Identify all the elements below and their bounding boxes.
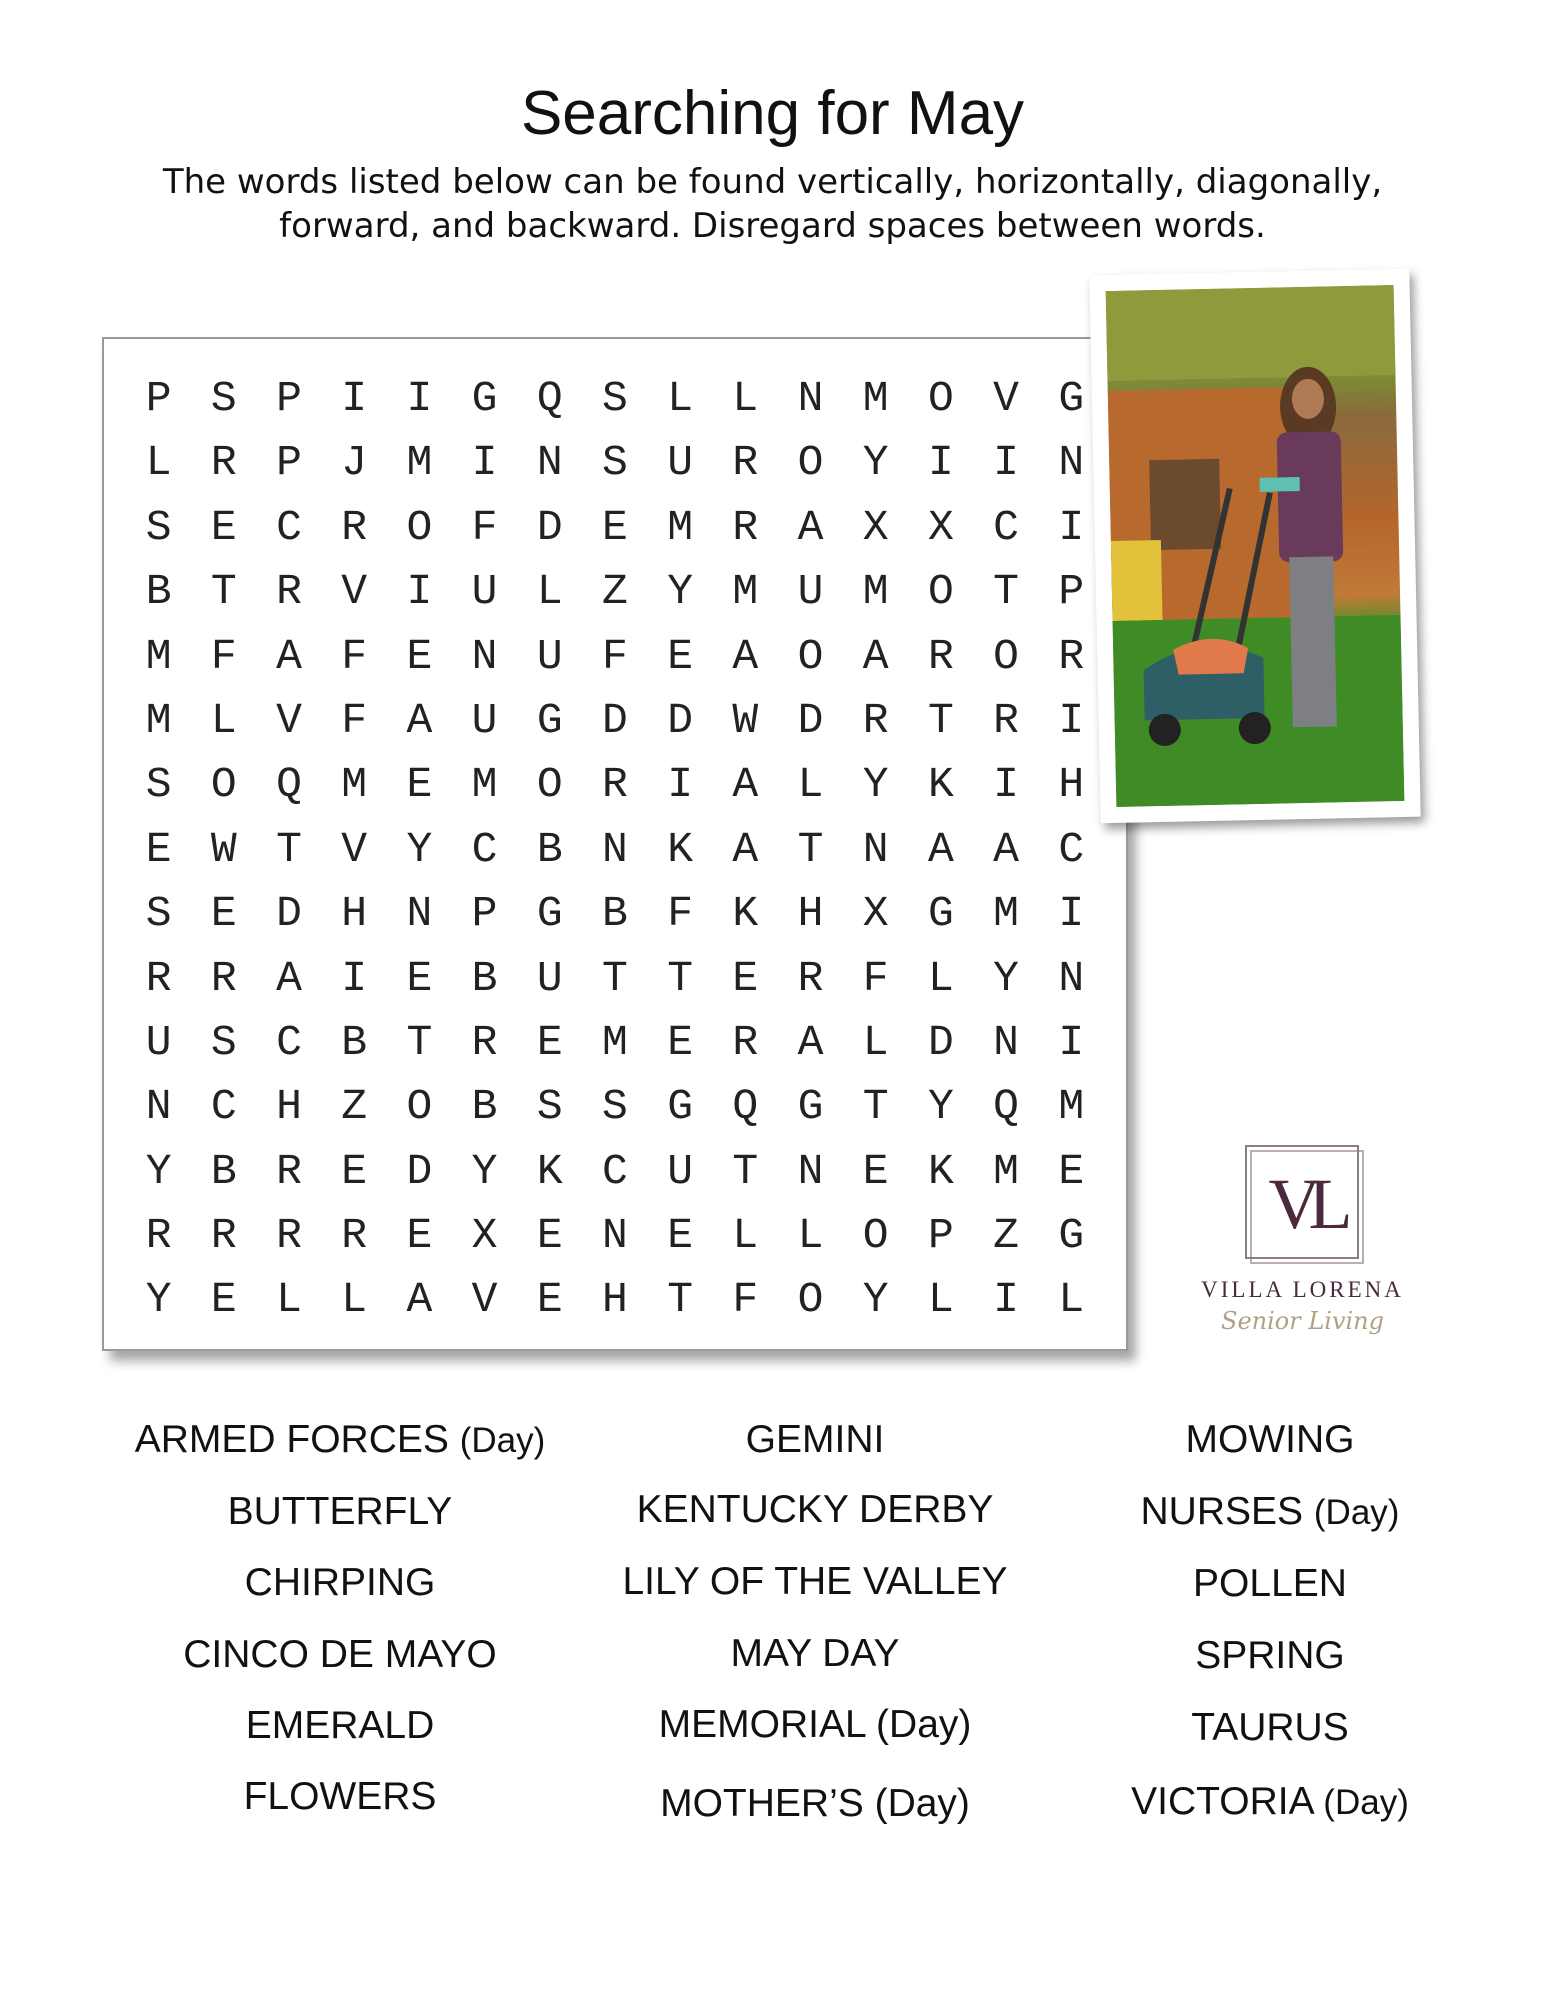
logo-emblem [1245,1145,1361,1261]
grid-letter: G [1058,374,1085,423]
grid-letter: I [341,374,368,423]
word-butterfly: BUTTERFLY [227,1490,453,1533]
grid-letter: M [993,889,1019,939]
grid-letter: U [667,438,693,488]
grid-letter: L [536,567,563,617]
grid-letter: P [1058,567,1085,617]
grid-letter: I [406,374,433,423]
grid-letter: B [536,824,563,874]
grid-letter: U [471,567,498,617]
grid-letter: D [927,1017,954,1067]
grid-letter: T [732,1146,759,1196]
grid-letter: I [341,953,368,1003]
grid-letter: S [602,374,628,423]
grid-letter: T [797,824,824,874]
grid-letter: E [406,760,433,810]
grid-letter: L [667,374,693,423]
grid-letter: R [145,1211,172,1261]
grid-letter: S [145,502,172,552]
grid-letter: N [602,824,628,874]
grid-letter: M [1058,1082,1085,1132]
grid-letter: M [732,567,759,617]
grid-letter: Y [145,1275,172,1325]
grid-letter: Y [406,824,433,874]
grid-letter: T [927,695,954,745]
grid-letter: H [1058,760,1085,810]
grid-letter: L [927,1275,954,1325]
grid-letter: R [1058,631,1085,681]
grid-letter: R [471,1017,498,1067]
grid-letter: F [732,1275,759,1325]
grid-letter: D [667,695,693,745]
grid-letter: R [341,1211,368,1261]
grid-letter: L [732,374,759,423]
grid-letter: A [732,631,759,681]
grid-letter: N [1058,438,1085,488]
grid-letter: T [276,824,302,874]
grid-letter: E [210,502,237,552]
grid-letter: K [927,1146,954,1196]
grid-letter: V [341,824,368,874]
grid-letter: F [602,631,628,681]
grid-letter: P [276,438,302,488]
grid-letter: E [1058,1146,1085,1196]
grid-letter: M [667,502,693,552]
grid-letter: L [1058,1275,1085,1325]
grid-letter: O [797,438,824,488]
grid-letter: K [927,760,954,810]
grid-letter: L [341,1275,368,1325]
grid-letter: G [536,889,563,939]
grid-letter: R [862,695,889,745]
grid-letter: V [993,374,1019,423]
word-lily-of-the-valley: LILY OF THE VALLEY [622,1560,1008,1603]
grid-letter: Y [862,438,889,488]
grid-letter: M [471,760,498,810]
grid-letter: I [1058,502,1085,552]
grid-letter: I [667,760,693,810]
grid-letter: K [732,889,759,939]
grid-letter: Y [993,953,1019,1003]
logo-monogram: VL [1268,1164,1341,1244]
grid-letter: G [536,695,563,745]
grid-letter: S [145,760,172,810]
grid-letter: U [536,631,563,681]
grid-letter: N [862,824,889,874]
logo-name: VILLA LORENA [1201,1277,1404,1302]
grid-letter: N [797,1146,824,1196]
grid-letter: A [406,1275,433,1325]
grid-letter: N [471,631,498,681]
grid-letter: R [276,1146,302,1196]
photo-frame [1089,269,1420,824]
grid-letter: S [210,374,237,423]
grid-letter: O [862,1211,889,1261]
grid-letter: Z [602,567,628,617]
word-flowers: FLOWERS [243,1775,437,1818]
grid-letter: N [602,1211,628,1261]
word-may-day: MAY DAY [730,1632,900,1675]
grid-letter: E [732,953,759,1003]
grid-letter: R [210,438,237,488]
grid-letter: C [471,824,498,874]
grid-letter: M [406,438,433,488]
word-pollen: POLLEN [1193,1562,1347,1605]
grid-letter: T [667,1275,693,1325]
grid-letter: N [797,374,824,423]
grid-letter: T [210,567,237,617]
grid-letter: O [406,1082,433,1132]
grid-letter: Y [927,1082,954,1132]
grid-letter: E [667,1017,693,1067]
grid-letter: B [210,1146,237,1196]
grid-letter: N [145,1082,172,1132]
grid-letter: O [406,502,433,552]
grid-letter: E [210,889,237,939]
grid-letter: Y [145,1146,172,1196]
grid-letter: D [406,1146,433,1196]
grid-letter: S [145,889,172,939]
grid-letter: M [862,567,889,617]
grid-letter: E [341,1146,368,1196]
grid-letter: C [276,502,302,552]
grid-letter: A [732,824,759,874]
word-kentucky-derby: KENTUCKY DERBY [636,1488,994,1531]
grid-letter: E [406,631,433,681]
grid-letter: A [797,502,824,552]
grid-letter: A [993,824,1019,874]
word-cinco-de-mayo: CINCO DE MAYO [183,1633,497,1676]
grid-letter: B [471,953,498,1003]
grid-letter: E [406,953,433,1003]
grid-letter: R [993,695,1019,745]
grid-letter: U [667,1146,693,1196]
grid-letter: B [602,889,628,939]
letter-grid [126,367,1104,1333]
grid-letter: C [602,1146,628,1196]
grid-letter: N [536,438,563,488]
grid-letter: L [276,1275,302,1325]
grid-letter: H [602,1275,628,1325]
word-gemini: GEMINI [745,1418,885,1461]
grid-letter: P [145,374,172,423]
grid-letter: E [145,824,172,874]
grid-letter: R [145,953,172,1003]
grid-letter: H [797,889,824,939]
grid-letter: R [210,953,237,1003]
grid-letter: U [797,567,824,617]
grid-letter: E [406,1211,433,1261]
grid-letter: D [536,502,563,552]
grid-letter: W [210,824,237,874]
grid-letter: J [341,438,368,488]
grid-letter: G [797,1082,824,1132]
grid-letter: U [145,1017,172,1067]
grid-letter: I [927,438,954,488]
grid-letter: S [210,1017,237,1067]
grid-letter: T [602,953,628,1003]
grid-letter: M [145,695,172,745]
grid-letter: T [406,1017,433,1067]
grid-letter: X [862,889,889,939]
grid-letter: B [145,567,172,617]
grid-letter: Q [276,760,302,810]
grid-letter: I [1058,889,1085,939]
grid-letter: V [341,567,368,617]
grid-letter: N [406,889,433,939]
grid-letter: O [797,631,824,681]
grid-letter: L [732,1211,759,1261]
grid-letter: Y [862,760,889,810]
grid-letter: B [471,1082,498,1132]
grid-letter: O [797,1275,824,1325]
grid-letter: C [276,1017,302,1067]
grid-letter: O [536,760,563,810]
grid-letter: O [927,374,954,423]
grid-letter: I [471,438,498,488]
grid-letter: Y [471,1146,498,1196]
grid-letter: D [276,889,302,939]
grid-letter: Q [536,374,563,423]
grid-letter: E [536,1017,563,1067]
grid-letter: G [667,1082,693,1132]
grid-letter: R [797,953,824,1003]
photo-illustration [1106,285,1405,807]
instructions: The words listed below can be found vertically, horizontally, diagonally, forward, and backward. Disregard spaces between words. [162,162,1383,246]
grid-letter: R [732,1017,759,1067]
grid-letter: F [341,695,368,745]
grid-letter: G [471,374,498,423]
grid-letter: R [276,1211,302,1261]
grid-letter: E [667,1211,693,1261]
grid-letter: H [341,889,368,939]
grid-letter: R [732,502,759,552]
grid-letter: M [993,1146,1019,1196]
grid-letter: D [602,695,628,745]
grid-letter: I [1058,1017,1085,1067]
grid-letter: V [276,695,302,745]
grid-letter: U [471,695,498,745]
grid-letter: F [862,953,889,1003]
grid-letter: I [993,438,1019,488]
grid-letter: O [927,567,954,617]
woman-mowing-lawn-photo [1106,285,1405,807]
grid-letter: S [536,1082,563,1132]
grid-letter: A [276,953,302,1003]
grid-letter: T [862,1082,889,1132]
grid-letter: X [471,1211,498,1261]
grid-letter: F [210,631,237,681]
grid-letter: W [732,695,759,745]
word-victoria: VICTORIA (Day) [1131,1780,1409,1823]
grid-letter: Z [993,1211,1019,1261]
word-armed-forces: ARMED FORCES (Day) [134,1418,546,1461]
grid-letter: P [276,374,302,423]
grid-letter: Q [993,1082,1019,1132]
grid-letter: X [927,502,954,552]
grid-letter: I [406,567,433,617]
grid-letter: L [797,760,824,810]
grid-letter: N [993,1017,1019,1067]
grid-letter: R [210,1211,237,1261]
grid-letter: T [993,567,1019,617]
grid-letter: N [1058,953,1085,1003]
grid-letter: C [1058,824,1085,874]
grid-letter: M [602,1017,628,1067]
grid-letter: E [602,502,628,552]
grid-letter: X [862,502,889,552]
grid-letter: Y [667,567,693,617]
grid-letter: A [406,695,433,745]
grid-letter: R [341,502,368,552]
grid-letter: L [862,1017,889,1067]
grid-letter: G [927,889,954,939]
logo-tagline: Senior Living [1221,1307,1384,1335]
grid-letter: B [341,1017,368,1067]
grid-letter: L [210,695,237,745]
grid-letter: M [145,631,172,681]
grid-letter: C [993,502,1019,552]
grid-letter: R [732,438,759,488]
grid-letter: S [602,438,628,488]
grid-letter: E [667,631,693,681]
word-chirping: CHIRPING [244,1561,436,1604]
grid-letter: I [993,1275,1019,1325]
grid-letter: F [667,889,693,939]
grid-letter: E [536,1211,563,1261]
grid-letter: O [993,631,1019,681]
page-title: Searching for May [520,79,1025,148]
grid-letter: V [471,1275,498,1325]
grid-letter: E [536,1275,563,1325]
grid-letter: G [1058,1211,1085,1261]
grid-letter: Z [341,1082,368,1132]
grid-letter: Y [862,1275,889,1325]
word-search-grid-box [102,337,1128,1351]
grid-letter: R [276,567,302,617]
grid-letter: T [667,953,693,1003]
grid-letter: C [210,1082,237,1132]
word-mowing: MOWING [1185,1418,1355,1461]
grid-letter: R [602,760,628,810]
grid-letter: A [732,760,759,810]
grid-letter: A [862,631,889,681]
grid-letter: P [471,889,498,939]
grid-letter: D [797,695,824,745]
grid-letter: O [210,760,237,810]
grid-letter: S [602,1082,628,1132]
grid-letter: H [276,1082,302,1132]
grid-letter: L [145,438,172,488]
villa-lorena-logo [1180,1145,1425,1365]
grid-letter: L [797,1211,824,1261]
grid-letter: L [927,953,954,1003]
word-emerald: EMERALD [245,1704,435,1747]
grid-letter: M [341,760,368,810]
grid-letter: F [341,631,368,681]
grid-letter: E [210,1275,237,1325]
word-spring: SPRING [1195,1634,1345,1677]
word-nurses: NURSES (Day) [1140,1490,1400,1533]
grid-letter: A [797,1017,824,1067]
grid-letter: Q [732,1082,759,1132]
grid-letter: P [927,1211,954,1261]
grid-letter: M [862,374,889,423]
grid-letter: R [927,631,954,681]
grid-letter: I [993,760,1019,810]
grid-letter: E [862,1146,889,1196]
word-memorial: MEMORIAL (Day) [658,1703,972,1746]
grid-letter: K [667,824,693,874]
grid-letter: I [1058,695,1085,745]
grid-letter: K [536,1146,563,1196]
word-taurus: TAURUS [1191,1706,1349,1749]
grid-letter: A [927,824,954,874]
grid-letter: U [536,953,563,1003]
grid-letter: F [471,502,498,552]
word-mothers: MOTHER’S (Day) [660,1782,970,1825]
grid-letter: A [276,631,302,681]
